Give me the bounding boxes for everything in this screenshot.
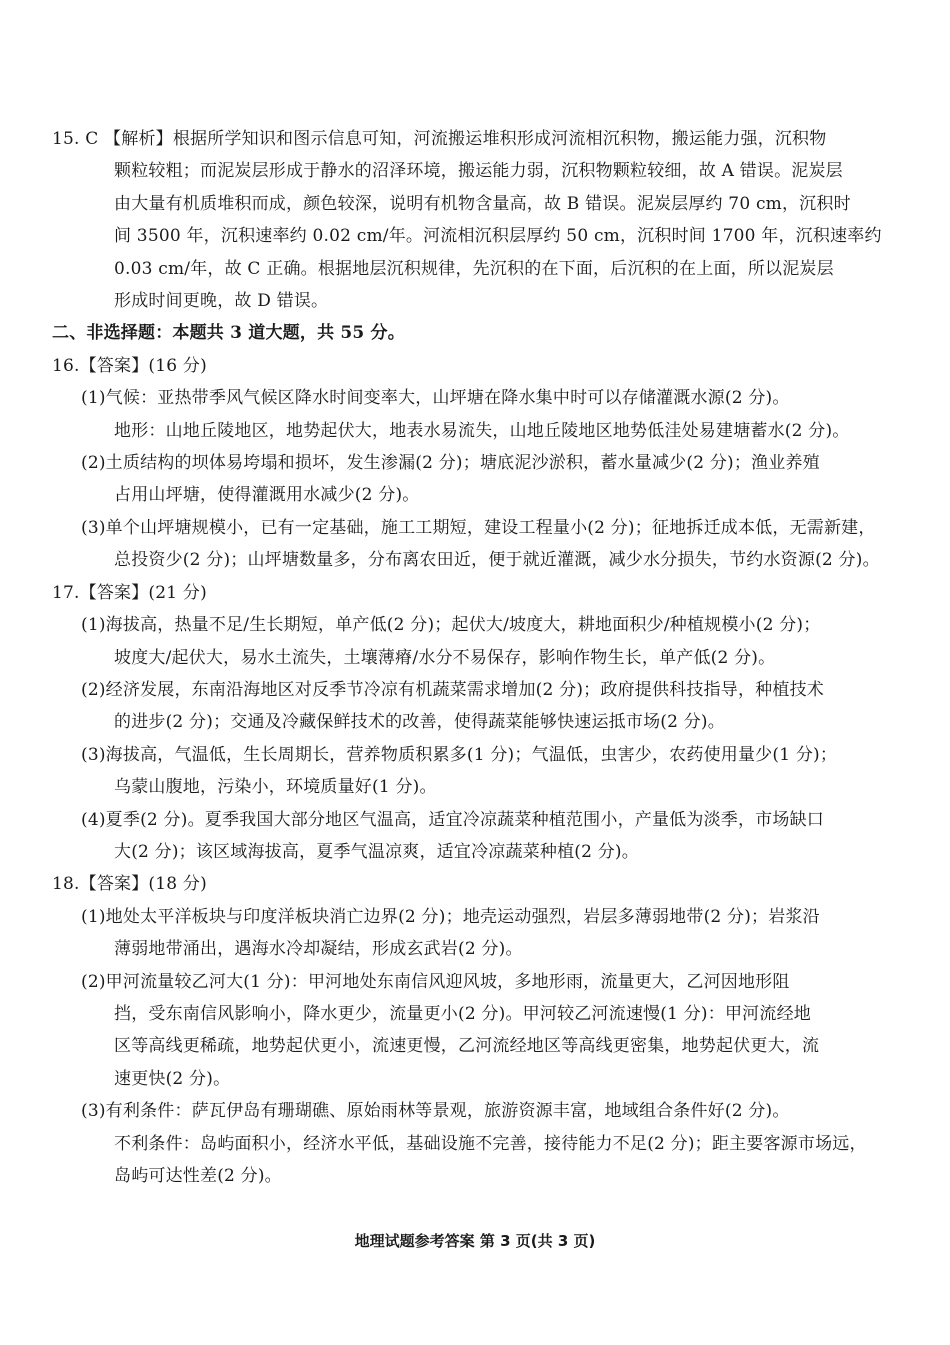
q18-line-7: (3)有利条件：萨瓦伊岛有珊瑚礁、原始雨林等景观，旅游资源丰富，地域组合条件好(2 分)。 bbox=[81, 1101, 790, 1122]
q15-line-1: 15. C 【解析】根据所学知识和图示信息可知，河流搬运堆积形成河流相沉积物，搬运能力强，沉积物 bbox=[52, 129, 827, 149]
q16-line-1: (1)气候：亚热带季风气候区降水时间变率大，山坪塘在降水集中时可以存储灌溉水源(2 分)。 bbox=[81, 388, 790, 409]
q17-line-8: 大(2 分)；该区域海拔高，夏季气温凉爽，适宜冷凉蔬菜种植(2 分)。 bbox=[114, 841, 639, 862]
q18-line-9: 岛屿可达性差(2 分)。 bbox=[114, 1166, 282, 1186]
q18-line-8: 不利条件：岛屿面积小，经济水平低，基础设施不完善，接待能力不足(2 分)；距主要客源市场远， bbox=[114, 1133, 867, 1154]
q15-line-2: 颗粒较粗；而泥炭层形成于静水的沼泽环境，搬运能力弱，沉积物颗粒较细，故 A 错误。泥炭层 bbox=[114, 161, 843, 182]
q16-line-2: 地形：山地丘陵地区，地势起伏大，地表水易流失，山地丘陵地区地势低洼处易建塘蓄水(2 分)。 bbox=[114, 420, 850, 441]
q17-line-2: 坡度大/起伏大，易水土流失，土壤薄瘠/水分不易保存，影响作物生长，单产低(2 分)。 bbox=[114, 647, 776, 668]
q17-line-1: (1)海拔高，热量不足/生长期短，单产低(2 分)；起伏大/坡度大，耕地面积少/种植规模小(2 分)； bbox=[81, 615, 821, 636]
q18-line-6: 速更快(2 分)。 bbox=[114, 1068, 231, 1089]
q18-line-2: 薄弱地带涌出，遇海水冷却凝结，形成玄武岩(2 分)。 bbox=[114, 939, 523, 960]
q15-line-5: 0.03 cm/年，故 C 正确。根据地层沉积规律，先沉积的在下面，后沉积的在上面，所以泥炭层 bbox=[114, 258, 834, 279]
answer-page bbox=[52, 123, 900, 1192]
q16-line-6: 总投资少(2 分)；山坪塘数量多，分布离农田近，便于就近灌溉，减少水分损失，节约水资源(2 分)。 bbox=[114, 550, 880, 571]
q17-heading: 17.【答案】(21 分) bbox=[52, 582, 207, 603]
section-heading: 二、非选择题：本题共 3 道大题，共 55 分。 bbox=[52, 323, 405, 344]
q17-line-3: (2)经济发展，东南沿海地区对反季节冷凉有机蔬菜需求增加(2 分)；政府提供科技指导，种植技术 bbox=[81, 679, 824, 700]
q15-prefix: 15. C 【解析】 bbox=[52, 129, 173, 149]
q17-line-6: 乌蒙山腹地，污染小，环境质量好(1 分)。 bbox=[114, 777, 437, 798]
q18-heading: 18.【答案】(18 分) bbox=[52, 874, 207, 895]
q17-line-4: 的进步(2 分)；交通及冷藏保鲜技术的改善，使得蔬菜能够快速运抵市场(2 分)。 bbox=[114, 712, 725, 733]
q15-line-3: 由大量有机质堆积而成，颜色较深，说明有机物含量高，故 B 错误。泥炭层厚约 70 cm，沉积时 bbox=[114, 193, 851, 214]
q16-line-5: (3)单个山坪塘规模小，已有一定基础，施工工期短，建设工程量小(2 分)；征地拆迁成本低，无需新建， bbox=[81, 517, 876, 538]
q17-line-7: (4)夏季(2 分)。夏季我国大部分地区气温高，适宜冷凉蔬菜种植范围小，产量低为淡季，市场缺口 bbox=[81, 809, 824, 830]
q17-line-5: (3)海拔高，气温低，生长周期长，营养物质积累多(1 分)；气温低，虫害少，农药使用量少(1 分)； bbox=[81, 744, 838, 765]
q15-line-4: 间 3500 年，沉积速率约 0.02 cm/年。河流相沉积层厚约 50 cm，沉积时间 1700 年，沉积速率约 bbox=[114, 226, 882, 247]
q16-heading: 16.【答案】(16 分) bbox=[52, 355, 207, 376]
q18-line-1: (1)地处太平洋板块与印度洋板块消亡边界(2 分)；地壳运动强烈，岩层多薄弱地带(2 分)；岩浆沿 bbox=[81, 906, 820, 927]
q16-line-4: 占用山坪塘，使得灌溉用水减少(2 分)。 bbox=[114, 485, 420, 506]
q18-line-3: (2)甲河流量较乙河大(1 分)：甲河地处东南信风迎风坡，多地形雨，流量更大，乙河因地形阻 bbox=[81, 971, 790, 992]
q18-line-5: 区等高线更稀疏，地势起伏更小，流速更慢，乙河流经地区等高线更密集，地势起伏更大，流 bbox=[114, 1036, 820, 1057]
page-footer: 地理试题参考答案 第 3 页(共 3 页) bbox=[354, 1232, 596, 1250]
q16-line-3: (2)土质结构的坝体易垮塌和损坏，发生渗漏(2 分)；塘底泥沙淤积，蓄水量减少(2 分)；渔业养殖 bbox=[81, 453, 820, 474]
q18-line-4: 挡，受东南信风影响小，降水更少，流量更小(2 分)。甲河较乙河流速慢(1 分)：甲河流经地 bbox=[114, 1003, 811, 1024]
q15-line-6: 形成时间更晚，故 D 错误。 bbox=[114, 291, 329, 312]
